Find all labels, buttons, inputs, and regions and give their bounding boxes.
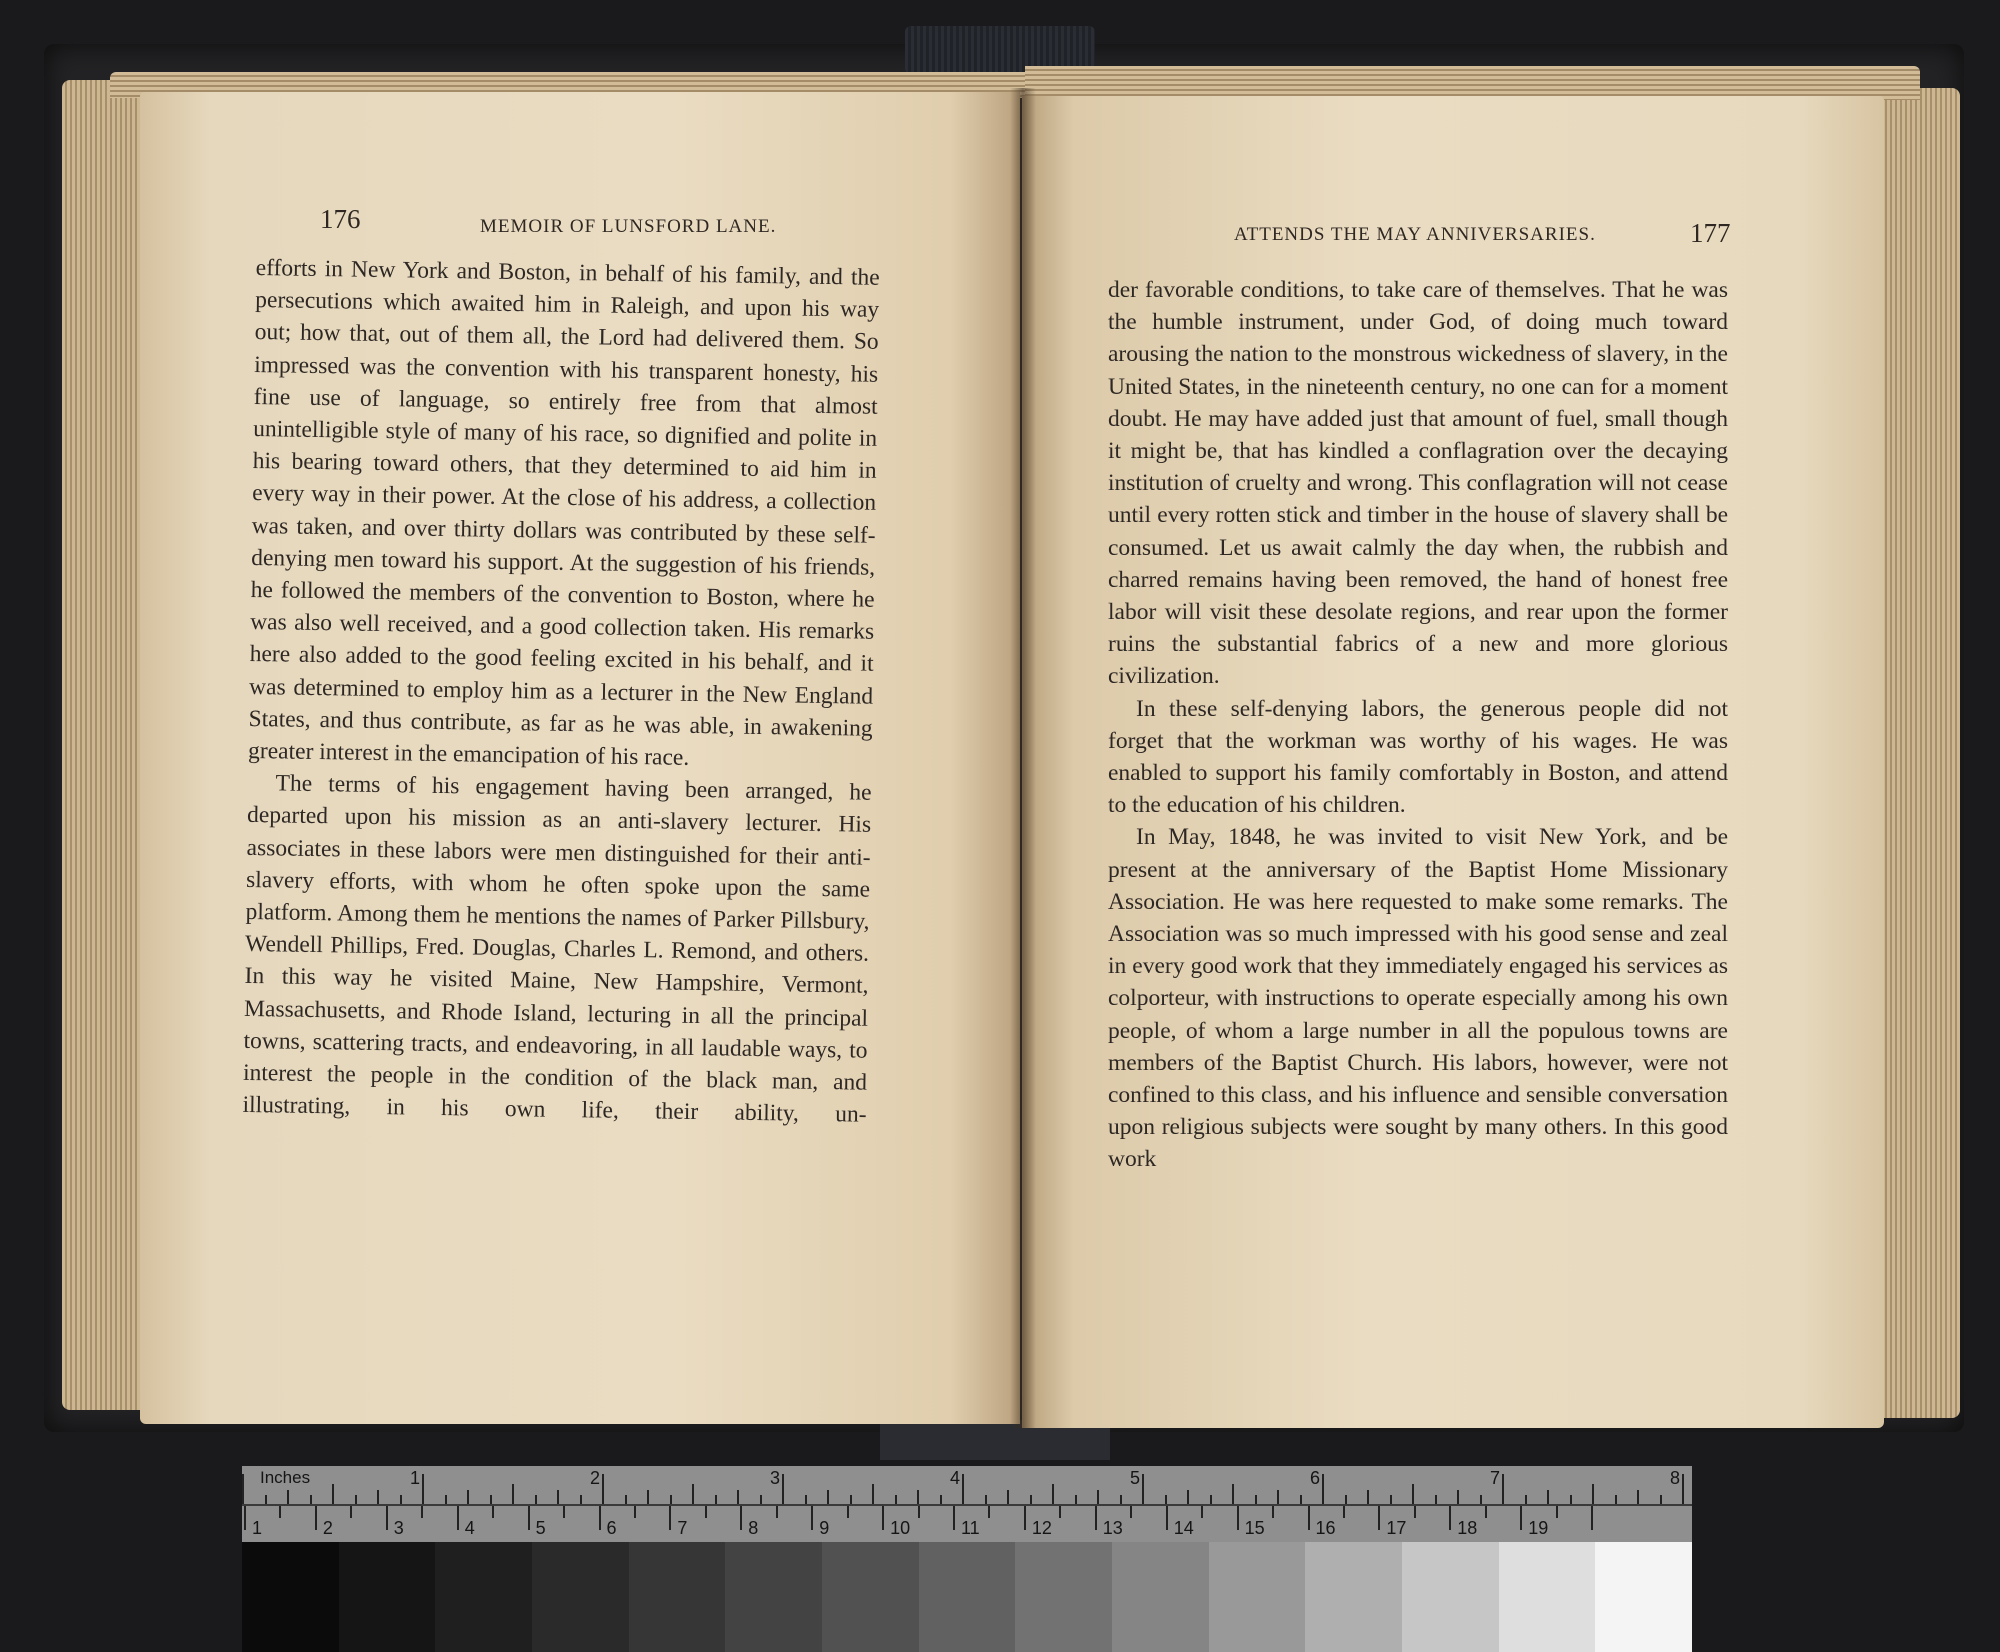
cm-tick <box>1449 1506 1451 1530</box>
cm-tick <box>1024 1506 1026 1530</box>
cm-tick <box>1308 1506 1310 1530</box>
inch-tick <box>715 1495 717 1504</box>
inch-tick <box>1615 1495 1617 1504</box>
paragraph: In these self-denying labors, the generous people did not forget that the workman was worthy of his wages. He was enabled to support his family comfortably in Boston, and attend to the education of his children. <box>1108 695 1728 819</box>
inch-tick <box>827 1490 829 1504</box>
inch-tick <box>1457 1490 1459 1504</box>
inch-tick <box>1412 1484 1414 1504</box>
cm-tick <box>1378 1506 1380 1530</box>
inch-tick <box>1052 1484 1054 1504</box>
inch-tick <box>377 1490 379 1504</box>
cm-tick <box>421 1506 423 1518</box>
running-head: ATTENDS THE MAY ANNIVERSARIES. <box>1234 224 1596 245</box>
inch-tick <box>1502 1474 1504 1504</box>
inch-tick <box>1097 1490 1099 1504</box>
cm-label: 5 <box>535 1518 546 1538</box>
gray-patch <box>822 1542 919 1652</box>
cm-tick <box>1095 1506 1097 1530</box>
paragraph: In May, 1848, he was invited to visit New York, and be present at the anniversary of the Baptist Home Missionary Association. He was here requested to make some remarks. The Association was so much impressed with his good sense and zeal in every good work that they immediately engaged his services as colporteur, with instructions to operate especially among his own people, of whom a large number in all the populous towns are members of the Baptist Church. His labors, however, were not confined to this class, and his influence and sensible conversation upon religious subjects were sought by many others. In this good work <box>1108 824 1728 1173</box>
cm-label: 10 <box>890 1518 911 1538</box>
gray-patch <box>725 1542 822 1652</box>
inch-tick <box>580 1495 582 1504</box>
ruler-unit-label: Inches <box>260 1468 311 1487</box>
cm-tick <box>563 1506 565 1518</box>
inch-tick <box>625 1495 627 1504</box>
inch-tick <box>1367 1490 1369 1504</box>
cm-tick <box>847 1506 849 1518</box>
cm-label: 14 <box>1173 1518 1194 1538</box>
inch-tick <box>917 1490 919 1504</box>
inch-tick <box>1390 1495 1392 1504</box>
gray-patch <box>1499 1542 1596 1652</box>
inch-tick <box>1007 1490 1009 1504</box>
cm-tick <box>882 1506 884 1530</box>
cm-label: 2 <box>322 1518 333 1538</box>
inch-tick <box>1277 1490 1279 1504</box>
inch-tick <box>850 1495 852 1504</box>
cm-tick <box>776 1506 778 1518</box>
inch-tick <box>1480 1495 1482 1504</box>
cm-label: 6 <box>606 1518 617 1538</box>
cm-tick <box>1272 1506 1274 1518</box>
cm-tick <box>1485 1506 1487 1518</box>
cm-label: 4 <box>464 1518 475 1538</box>
cm-tick <box>492 1506 494 1518</box>
right-page <box>1022 96 1884 1428</box>
cm-label: 15 <box>1244 1518 1265 1538</box>
gray-patch <box>919 1542 1016 1652</box>
running-head: MEMOIR OF LUNSFORD LANE. <box>480 216 777 237</box>
inch-tick <box>355 1495 357 1504</box>
inch-tick <box>1660 1495 1662 1504</box>
page-number: 176 <box>320 204 361 234</box>
cm-label: 9 <box>819 1518 830 1538</box>
cm-label: 7 <box>677 1518 688 1538</box>
inch-tick <box>602 1474 604 1504</box>
measurement-ruler <box>242 1466 1692 1542</box>
inch-tick <box>962 1474 964 1504</box>
cm-tick <box>953 1506 955 1530</box>
inch-tick <box>1075 1495 1077 1504</box>
inch-tick <box>1682 1474 1684 1504</box>
cm-scale <box>242 1506 1692 1542</box>
inch-tick <box>265 1495 267 1504</box>
inch-tick <box>940 1495 942 1504</box>
inch-tick <box>1345 1495 1347 1504</box>
gray-patch <box>1595 1542 1692 1652</box>
cm-tick <box>988 1506 990 1518</box>
paragraph: der favorable conditions, to take care of themselves. That he was the humble instrument, under God, of doing much toward arousing the nation to the monstrous wickedness of slavery, in the United States, in the nineteenth century, no one can for a moment doubt. He may have added just that amount of fuel, small though it might be, that has kindled a conflagration over the decaying institution of cruelty and wrong. This conflagration will not cease until every rotten stick and timber in the house of slavery shall be consumed. Let us await calmly the day when, the rubbish and charred remains having been removed, the hand of honest free labor will visit these desolate regions, and rear upon the former ruins the substantial fabrics of a new and more glorious civilization. <box>1108 277 1728 690</box>
cm-label: 3 <box>393 1518 404 1538</box>
cm-tick <box>386 1506 388 1530</box>
inch-tick <box>535 1495 537 1504</box>
cm-tick <box>1343 1506 1345 1518</box>
inch-tick <box>670 1495 672 1504</box>
body-text <box>242 252 880 1131</box>
cm-tick <box>1166 1506 1168 1530</box>
inch-tick <box>287 1490 289 1504</box>
inch-label: 2 <box>590 1468 601 1488</box>
inch-label: 4 <box>950 1468 961 1488</box>
cm-label: 17 <box>1386 1518 1407 1538</box>
inch-label: 3 <box>770 1468 781 1488</box>
paragraph: The terms of his engagement having been arranged, he departed upon his mission as an anti-slavery lecturer. His associates in these labors were men distinguished for their anti-slavery efforts, with whom he often spoke upon the same platform. Among them he mentions the names of Parker Pillsbury, Wendell Phillips, Fred. Douglas, Charles L. Remond, and others. In this way he visited Maine, New Hampshire, Vermont, Massachusetts, and Rhode Island, lecturing in all the principal towns, scattering tracts, and endeavoring, in all laudable ways, to interest the people in the condition of the black man, and illustrating, in his own life, their ability, un- <box>242 770 872 1128</box>
gray-patch <box>629 1542 726 1652</box>
gray-patch <box>1305 1542 1402 1652</box>
inch-tick <box>310 1495 312 1504</box>
paragraph: efforts in New York and Boston, in behalf of his family, and the persecutions which awaited him in Raleigh, and upon his way out; how that, out of them all, the Lord had delivered them. So impressed was the convention with his transparent honesty, his fine use of language, so entirely free from that almost unintelligible style of many of his race, so dignified and polite in his bearing toward others, that they determined to aid him in every way in their power. At the close of his address, a collection was taken, and over thirty dollars was contributed by these self-denying men toward his support. At the suggestion of his friends, he followed the members of the convention to Boston, where he was also well received, and a good collection taken. His remarks here also added to the good feeling excited in his behalf, and it was determined to employ him as a lecturer in the New England States, and thus contribute, as far as he was able, in awakening greater interest in the emancipation of his race. <box>247 254 880 771</box>
cm-tick <box>705 1506 707 1518</box>
inch-tick <box>737 1490 739 1504</box>
inch-tick <box>1547 1490 1549 1504</box>
inch-label: 7 <box>1490 1468 1501 1488</box>
cm-label: 13 <box>1102 1518 1123 1538</box>
cm-tick <box>1591 1506 1593 1530</box>
inch-tick <box>1142 1474 1144 1504</box>
inch-tick <box>1232 1484 1234 1504</box>
cm-tick <box>1237 1506 1239 1530</box>
inch-label: 1 <box>410 1468 421 1488</box>
inch-tick <box>1210 1495 1212 1504</box>
cm-tick <box>634 1506 636 1518</box>
cm-label: 12 <box>1031 1518 1052 1538</box>
inch-label: 5 <box>1130 1468 1141 1488</box>
cm-tick <box>457 1506 459 1530</box>
inch-tick <box>1165 1495 1167 1504</box>
cm-tick <box>350 1506 352 1518</box>
inch-tick <box>1030 1495 1032 1504</box>
inch-tick <box>557 1490 559 1504</box>
gray-patch <box>242 1542 339 1652</box>
inch-tick <box>1322 1474 1324 1504</box>
cm-tick <box>315 1506 317 1530</box>
cm-tick <box>599 1506 601 1530</box>
inch-tick <box>1187 1490 1189 1504</box>
left-page <box>140 92 1020 1424</box>
inch-tick <box>332 1484 334 1504</box>
inch-tick <box>400 1495 402 1504</box>
gray-patch <box>1402 1542 1499 1652</box>
inch-tick <box>872 1484 874 1504</box>
inch-tick <box>1570 1495 1572 1504</box>
inch-tick <box>1435 1495 1437 1504</box>
body-text <box>1108 274 1728 1176</box>
cm-label: 18 <box>1457 1518 1478 1538</box>
inch-tick <box>985 1495 987 1504</box>
cm-tick <box>918 1506 920 1518</box>
inch-tick <box>1300 1495 1302 1504</box>
cm-tick <box>669 1506 671 1530</box>
inch-tick <box>647 1490 649 1504</box>
cm-tick <box>1059 1506 1061 1518</box>
gray-patch <box>1112 1542 1209 1652</box>
page-number: 177 <box>1690 218 1731 248</box>
cm-tick <box>1201 1506 1203 1518</box>
gray-patch <box>435 1542 532 1652</box>
inch-tick <box>445 1495 447 1504</box>
inch-tick <box>1637 1490 1639 1504</box>
gutter-shadow <box>1010 88 1036 1428</box>
gray-patch <box>532 1542 629 1652</box>
cm-tick <box>1130 1506 1132 1518</box>
cm-tick <box>811 1506 813 1530</box>
cm-tick <box>1556 1506 1558 1518</box>
cm-label: 19 <box>1528 1518 1549 1538</box>
inch-tick <box>422 1474 424 1504</box>
cm-tick <box>740 1506 742 1530</box>
inch-tick <box>512 1484 514 1504</box>
cm-label: 1 <box>252 1518 263 1538</box>
inch-tick <box>692 1484 694 1504</box>
inch-label: 6 <box>1310 1468 1321 1488</box>
inch-scale <box>242 1466 1692 1506</box>
cm-tick <box>528 1506 530 1530</box>
inch-tick <box>782 1474 784 1504</box>
inch-tick <box>242 1474 244 1504</box>
gray-patch <box>339 1542 436 1652</box>
inch-label: 8 <box>1670 1468 1681 1488</box>
gray-scale-target <box>242 1542 1692 1652</box>
cm-label: 8 <box>748 1518 759 1538</box>
cm-label: 11 <box>961 1518 980 1538</box>
inch-tick <box>1255 1495 1257 1504</box>
inch-tick <box>1592 1484 1594 1504</box>
inch-tick <box>490 1495 492 1504</box>
cm-tick <box>244 1506 246 1530</box>
inch-tick <box>467 1490 469 1504</box>
inch-tick <box>895 1495 897 1504</box>
page-edges-top-right <box>1025 66 1920 100</box>
inch-tick <box>1525 1495 1527 1504</box>
inch-tick <box>1120 1495 1122 1504</box>
inch-tick <box>760 1495 762 1504</box>
cm-tick <box>279 1506 281 1518</box>
gray-patch <box>1209 1542 1306 1652</box>
cm-label: 16 <box>1315 1518 1336 1538</box>
cm-tick <box>1520 1506 1522 1530</box>
inch-tick <box>805 1495 807 1504</box>
cm-tick <box>1414 1506 1416 1518</box>
gray-patch <box>1015 1542 1112 1652</box>
